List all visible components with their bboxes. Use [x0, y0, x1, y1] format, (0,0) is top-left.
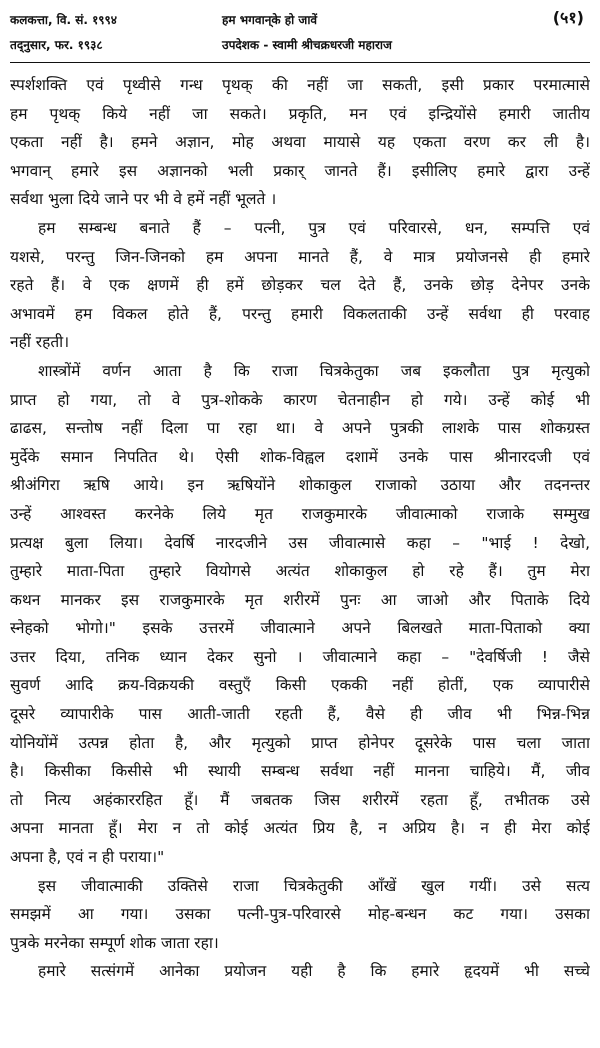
- text-line: मुर्देके समान निपतित थे। ऐसी शोक-विह्वल दशामें उनके पास श्रीनारदजी एवं: [10, 447, 590, 466]
- text-line: उन्हें आश्वस्त करनेके लिये मृत राजकुमारके जीवात्माको राजाके सम्मुख: [10, 504, 590, 523]
- header-date-gregorian: तद्नुसार, फर. १९३८: [10, 38, 103, 52]
- paragraph-4: [10, 872, 590, 958]
- paragraph-1: [10, 71, 590, 214]
- paragraph-3: [10, 357, 590, 872]
- text-line: सुवर्ण आदि क्रय-विक्रयकी वस्तुएँ किसी एककी नहीं होतीं, एक व्यापारीसे: [10, 676, 590, 695]
- text-line: हम सम्बन्ध बनाते हैं – पत्नी, पुत्र एवं परिवारसे, धन, सम्पत्ति एवं: [38, 218, 590, 237]
- header-rule: [10, 62, 590, 63]
- header-author: उपदेशक - स्वामी श्रीचक्रधरजी महाराज: [222, 38, 392, 52]
- text-line: तुम्हारे माता-पिता तुम्हारे वियोगसे अत्यंत शोकाकुल हो रहे हैं। तुम मेरा: [10, 562, 590, 581]
- text-line: प्राप्त हो गया, तो वे पुत्र-शोकके कारण चेतनाहीन हो गये। उन्हें कोई भी: [10, 390, 590, 409]
- text-line: इस जीवात्माकी उक्तिसे राजा चित्रकेतुकी आँखें खुल गयीं। उसे सत्य: [38, 876, 590, 895]
- text-line: शास्त्रोंमें वर्णन आता है कि राजा चित्रकेतुका जब इकलौता पुत्र मृत्युको: [38, 361, 590, 380]
- text-line: भगवान् हमारे इस अज्ञानको भली प्रकार् जानते हैं। इसीलिए हमारे द्वारा उन्हें: [10, 161, 590, 180]
- text-line: प्रत्यक्ष बुला लिया। देवर्षि नारदजीने उस जीवात्मासे कहा – "भाई ! देखो,: [10, 533, 590, 552]
- text-line: सर्वथा भुला दिये जाने पर भी वे हमें नहीं भूलते ।: [10, 190, 277, 209]
- text-line: स्नेहको भोगो।" इसके उत्तरमें जीवात्माने अपने बिलखते माता-पिताको क्या: [10, 619, 590, 638]
- text-line: हमारे सत्संगमें आनेका प्रयोजन यही है कि हमारे हृदयमें भी सच्चे: [38, 962, 590, 981]
- text-line: श्रीअंगिरा ऋषि आये। इन ऋषियोंने शोकाकुल राजाको उठाया और तदनन्तर: [10, 476, 590, 495]
- header-title: हम भगवान्‌के हो जावें: [222, 13, 318, 27]
- text-line: नहीं रहती।: [10, 333, 70, 352]
- page-header: [10, 8, 590, 64]
- text-line: यशसे, परन्तु जिन-जिनको हम अपना मानते हैं, वे मात्र प्रयोजनसे ही हमारे: [10, 247, 590, 266]
- text-line: ढाढस, सन्तोष नहीं दिला पा रहा था। वे अपने पुत्रकी लाशके पास शोकग्रस्त: [10, 419, 590, 438]
- paragraph-5: [10, 957, 590, 986]
- text-line: अपना है, एवं न ही पराया।": [10, 848, 165, 867]
- text-line: एकता नहीं है। हमने अज्ञान, मोह अथवा मायासे यह एकता वरण कर ली है।: [10, 133, 590, 152]
- text-line: अभावमें हम विकल होते हैं, परन्तु हमारी विकलताकी उन्हें सर्वथा ही परवाह: [10, 304, 590, 323]
- header-row-1: [10, 8, 590, 33]
- page-number: (५१): [552, 8, 584, 27]
- header-row-2: [10, 33, 590, 58]
- text-line: हम पृथक् किये नहीं जा सकते। प्रकृति, मन एवं इन्द्रियोंसे हमारी जातीय: [10, 104, 590, 123]
- paragraph-2: [10, 214, 590, 357]
- page-body: [10, 71, 590, 986]
- text-line: पुत्रके मरनेका सम्पूर्ण शोक जाता रहा।: [10, 933, 219, 952]
- text-line: तो नित्य अहंकाररहित हूँ। मैं जबतक जिस शरीरमें रहता हूँ, तभीतक उसे: [10, 790, 590, 809]
- text-line: स्पर्शशक्ति एवं पृथ्वीसे गन्ध पृथक् की नहीं जा सकती, इसी प्रकार परमात्मासे: [10, 76, 590, 94]
- text-line: योनियोंमें उत्पन्न होता है, और मृत्युको प्राप्त होनेपर दूसरेके पास चला जाता: [10, 733, 590, 752]
- text-line: कथन मानकर इस राजकुमारके मृत शरीरमें पुनः आ जाओ और पिताके दिये: [10, 590, 590, 609]
- text-line: उत्तर दिया, तनिक ध्यान देकर सुनो । जीवात्माने कहा – "देवर्षिजी ! जैसे: [10, 647, 590, 666]
- text-line: है। किसीका किसीसे भी स्थायी सम्बन्ध सर्वथा नहीं मानना चाहिये। मैं, जीव: [10, 762, 590, 781]
- text-line: समझमें आ गया। उसका पत्नी-पुत्र-परिवारसे मोह-बन्धन कट गया। उसका: [10, 905, 590, 924]
- text-line: दूसरे व्यापारीके पास आती-जाती रहती हैं, वैसे ही जीव भी भिन्न-भिन्न: [10, 705, 590, 724]
- text-line: रहते हैं। वे एक क्षणमें ही हमें छोड़कर चल देते हैं, उनके छोड़ देनेपर उनके: [10, 276, 590, 295]
- text-line: अपना मानता हूँ। मेरा न तो कोई अत्यंत प्रिय है, न अप्रिय है। न ही मेरा कोई: [10, 819, 590, 838]
- header-date-vikram: कलकत्ता, वि. सं. १९९४: [10, 13, 118, 27]
